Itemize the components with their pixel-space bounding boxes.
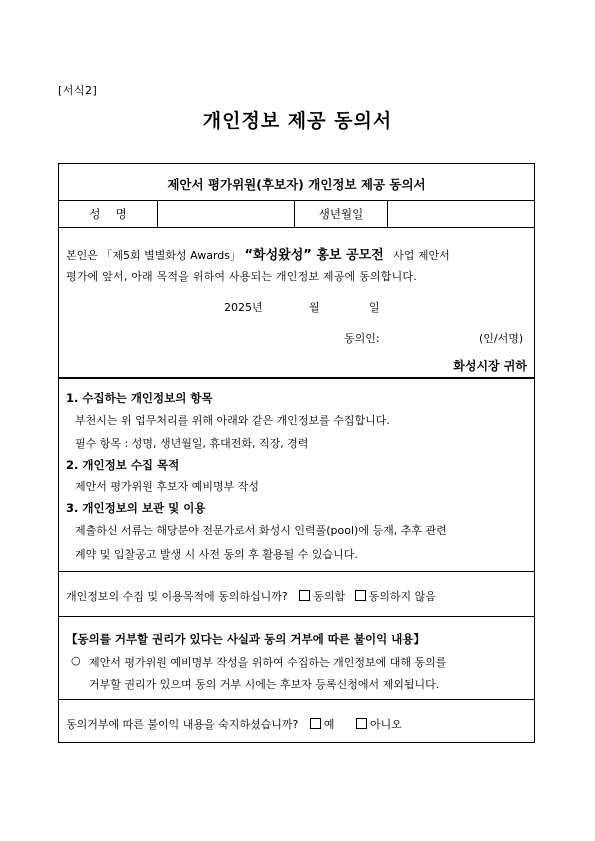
yes-label: 예 (323, 718, 335, 731)
question-2-text: 동의거부에 따른 불이익 내용을 숙지하셨습니까? (66, 718, 299, 731)
signer-label: 동의인: (344, 332, 380, 345)
no-checkbox[interactable] (356, 718, 367, 729)
disagree-checkbox[interactable] (355, 590, 366, 601)
contest-name: “화성왔성” 홍보 공모전 (244, 248, 384, 263)
refusal-title: 【동의를 거부할 권리가 있다는 사실과 동의 거부에 따른 불이익 내용】 (66, 632, 425, 646)
section-3-title: 3. 개인정보의 보관 및 이용 (66, 501, 206, 515)
section-3-text-2: 계약 및 입찰공고 발생 시 사전 동의 후 활용될 수 있습니다. (75, 548, 358, 561)
section-2-title: 2. 개인정보 수집 목적 (66, 458, 180, 472)
agree-checkbox[interactable] (299, 590, 310, 601)
question-1-text: 개인정보의 수집 및 이용목적에 동의하십니까? (66, 590, 288, 603)
section-2-text-1: 제안서 평가위원 후보자 예비명부 작성 (75, 480, 260, 493)
no-label: 아니오 (369, 718, 402, 731)
seal-label: (인/서명) (479, 332, 524, 345)
refusal-text-1: 제안서 평가위원 예비명부 작성을 위하여 수집하는 개인정보에 대해 동의를 (89, 656, 447, 669)
consent-line-1 (66, 244, 450, 263)
form-number: [서식2] (58, 84, 98, 97)
yes-checkbox[interactable] (310, 718, 321, 729)
consent-line-1-prefix: 본인은 「제5회 별별화성 Awards」 (66, 249, 241, 262)
date-day: 일 (369, 301, 380, 314)
section-1-text-1: 부천시는 위 업무처리를 위해 아래와 같은 개인정보를 수집합니다. (75, 414, 390, 427)
consent-line-2: 평가에 앞서, 아래 목적을 위하여 사용되는 개인정보 제공에 동의합니다. (66, 270, 417, 283)
refusal-text-2: 거부할 권리가 있으며 동의 거부 시에는 후보자 등록신청에서 제외됩니다. (89, 678, 440, 691)
birth-field[interactable] (388, 200, 535, 227)
section-1-text-2: 필수 항목 : 성명, 생년월일, 휴대전화, 직장, 경력 (75, 437, 309, 450)
disagree-label: 동의하지 않음 (368, 590, 436, 603)
birth-label: 생년월일 (318, 207, 364, 221)
name-birth-row (59, 200, 534, 227)
refusal-bullet: ○ (71, 654, 81, 667)
consent-question-1 (66, 588, 436, 604)
table-title: 제안서 평가위원(후보자) 개인정보 제공 동의서 (167, 177, 426, 192)
section-3-text-1: 제출하신 서류는 해당분야 전문가로서 화성시 인력풀(pool)에 등재, 추후 관련 (75, 524, 447, 537)
section-1-title: 1. 수집하는 개인정보의 항목 (66, 391, 213, 405)
name-field[interactable] (158, 200, 294, 227)
document-title: 개인정보 제공 동의서 (202, 110, 393, 132)
consent-form-table (58, 163, 535, 743)
date-year: 2025년 (224, 301, 263, 314)
addressee: 화성시장 귀하 (453, 359, 527, 373)
signature-field[interactable] (389, 326, 479, 344)
agree-label: 동의함 (313, 590, 346, 603)
name-label: 성 명 (89, 207, 127, 221)
consent-line-1-suffix: 사업 제안서 (393, 249, 450, 262)
date-month: 월 (309, 301, 320, 314)
consent-question-2 (66, 716, 402, 732)
